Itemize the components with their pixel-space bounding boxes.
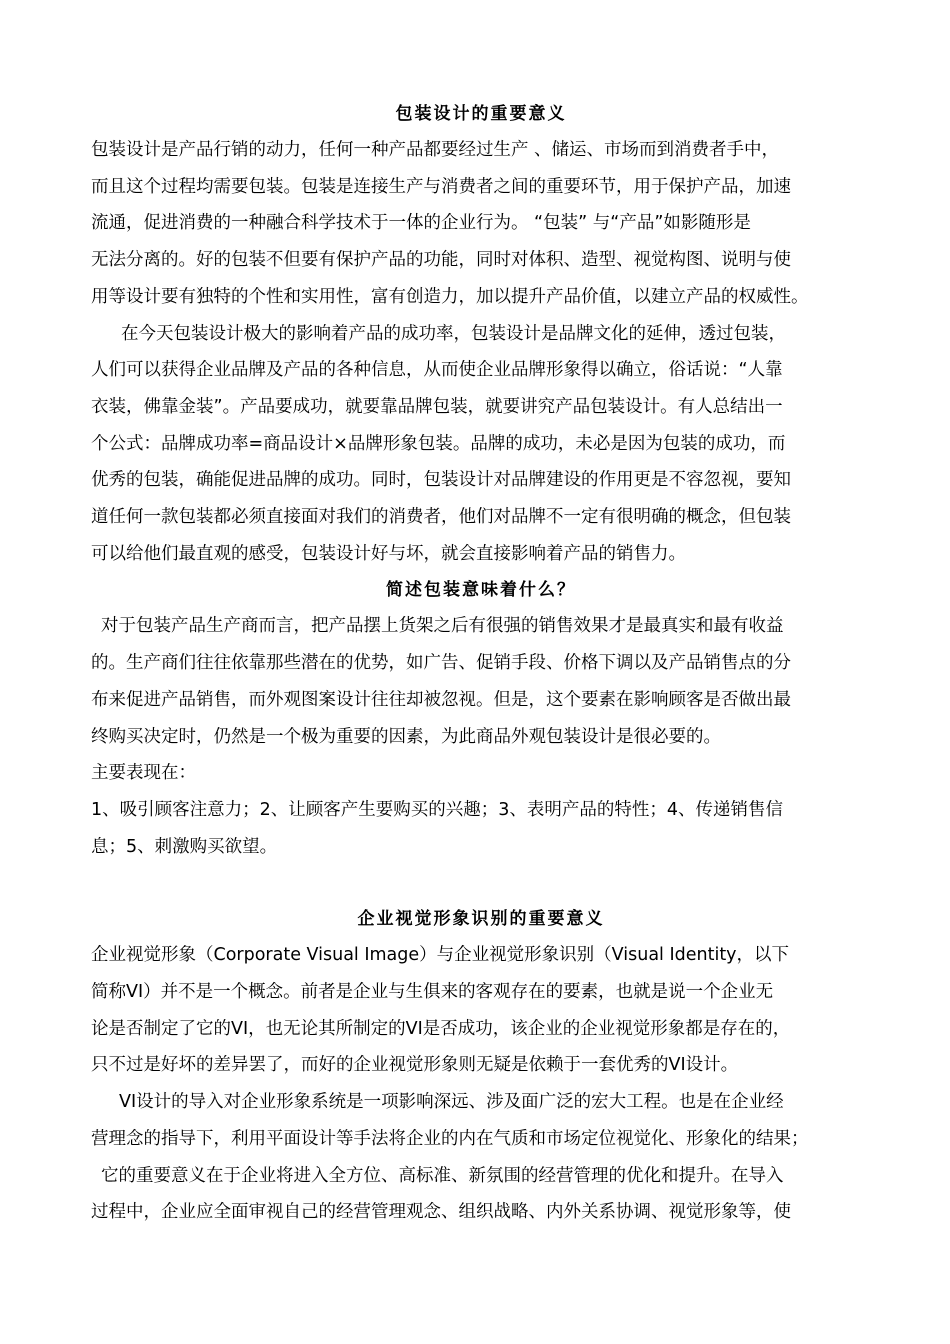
text-line: 企业视觉形象（Corporate Visual Image）与企业视觉形象识别（Visual Identity，以下 [91, 945, 790, 966]
text-line: VI设计的导入对企业形象系统是一项影响深远、涉及面广泛的宏大工程。也是在企业经 [119, 1092, 784, 1113]
text-line: 个公式：品牌成功率=商品设计×品牌形象包装。品牌的成功，未必是因为包装的成功，而 [91, 433, 786, 454]
section-title-vi-importance: 企业视觉形象识别的重要意义 [357, 909, 605, 930]
text-line: 主要表现在： [91, 763, 196, 784]
text-line: 而且这个过程均需要包装。包装是连接生产与消费者之间的重要环节，用于保护产品，加速 [91, 176, 791, 197]
paragraph-brand-success [91, 316, 871, 573]
text-line: 人们可以获得企业品牌及产品的各种信息，从而使企业品牌形象得以确立，俗话说：“人靠 [91, 360, 783, 381]
text-line: 对于包装产品生产商而言，把产品摆上货架之后有很强的销售效果才是最真实和最有收益 [101, 616, 784, 637]
blank-line [91, 865, 871, 901]
text-line: 包装设计是产品行销的动力，任何一种产品都要经过生产 、储运、市场而到消费者手中， [91, 140, 780, 160]
text-line: 终购买决定时，仍然是一个极为重要的因素，为此商品外观包装设计是很必要的。 [91, 726, 721, 747]
document-page [91, 96, 871, 1231]
paragraph-packaging-meaning [91, 608, 871, 865]
text-line: 它的重要意义在于企业将进入全方位、高标准、新氛围的经营管理的优化和提升。在导入 [101, 1165, 784, 1186]
text-line: 只不过是好坏的差异罢了，而好的企业视觉形象则无疑是依赖于一套优秀的VI设计。 [91, 1055, 739, 1076]
text-line: 无法分离的。好的包装不但要有保护产品的功能，同时对体积、造型、视觉构图、说明与使 [91, 250, 791, 271]
text-line: 的。生产商们往往依靠那些潜在的优势，如广告、促销手段、价格下调以及产品销售点的分 [91, 653, 791, 674]
text-line: 在今天包装设计极大的影响着产品的成功率，包装设计是品牌文化的延伸，透过包装， [121, 323, 786, 344]
text-line: 优秀的包装，确能促进品牌的成功。同时，包装设计对品牌建设的作用更是不容忽视，要知 [91, 470, 791, 491]
text-line: 过程中，企业应全面审视自己的经营管理观念、组织战略、内外关系协调、视觉形象等，使 [91, 1202, 791, 1223]
text-line: 用等设计要有独特的个性和实用性，富有创造力，加以提升产品价值，以建立产品的权威性。 [91, 286, 809, 307]
text-line: 简称VI）并不是一个概念。前者是企业与生俱来的客观存在的要素，也就是说一个企业无 [91, 982, 774, 1003]
text-line: 流通，促进消费的一种融合科学技术于一体的企业行为。 “包装” 与“产品”如影随形是 [91, 213, 751, 234]
text-line: 道任何一款包装都必须直接面对我们的消费者，他们对品牌不一定有很明确的概念，但包装 [91, 507, 791, 528]
section-title-packaging-importance: 包装设计的重要意义 [395, 104, 567, 124]
paragraph-packaging-intro [91, 132, 871, 316]
paragraph-vi-definition [91, 937, 871, 1084]
text-line: 1、吸引顾客注意力；2、让顾客产生要购买的兴趣；3、表明产品的特性；4、传递销售信 [91, 799, 784, 820]
paragraph-vi-design [91, 1084, 871, 1231]
text-line: 论是否制定了它的VI，也无论其所制定的VI是否成功，该企业的企业视觉形象都是存在的， [91, 1018, 791, 1039]
text-line: 可以给他们最直观的感受，包装设计好与坏，就会直接影响着产品的销售力。 [91, 543, 686, 564]
text-line: 息；5、刺激购买欲望。 [91, 836, 278, 857]
section-title-packaging-meaning: 简述包装意味着什么？ [386, 580, 576, 601]
text-line: 营理念的指导下，利用平面设计等手法将企业的内在气质和市场定位视觉化、形象化的结果； [91, 1128, 809, 1149]
text-line: 布来促进产品销售，而外观图案设计往往却被忽视。但是，这个要素在影响顾客是否做出最 [91, 689, 791, 710]
text-line: 衣装，佛靠金装”。产品要成功，就要靠品牌包装，就要讲究产品包装设计。有人总结出一 [91, 396, 783, 417]
